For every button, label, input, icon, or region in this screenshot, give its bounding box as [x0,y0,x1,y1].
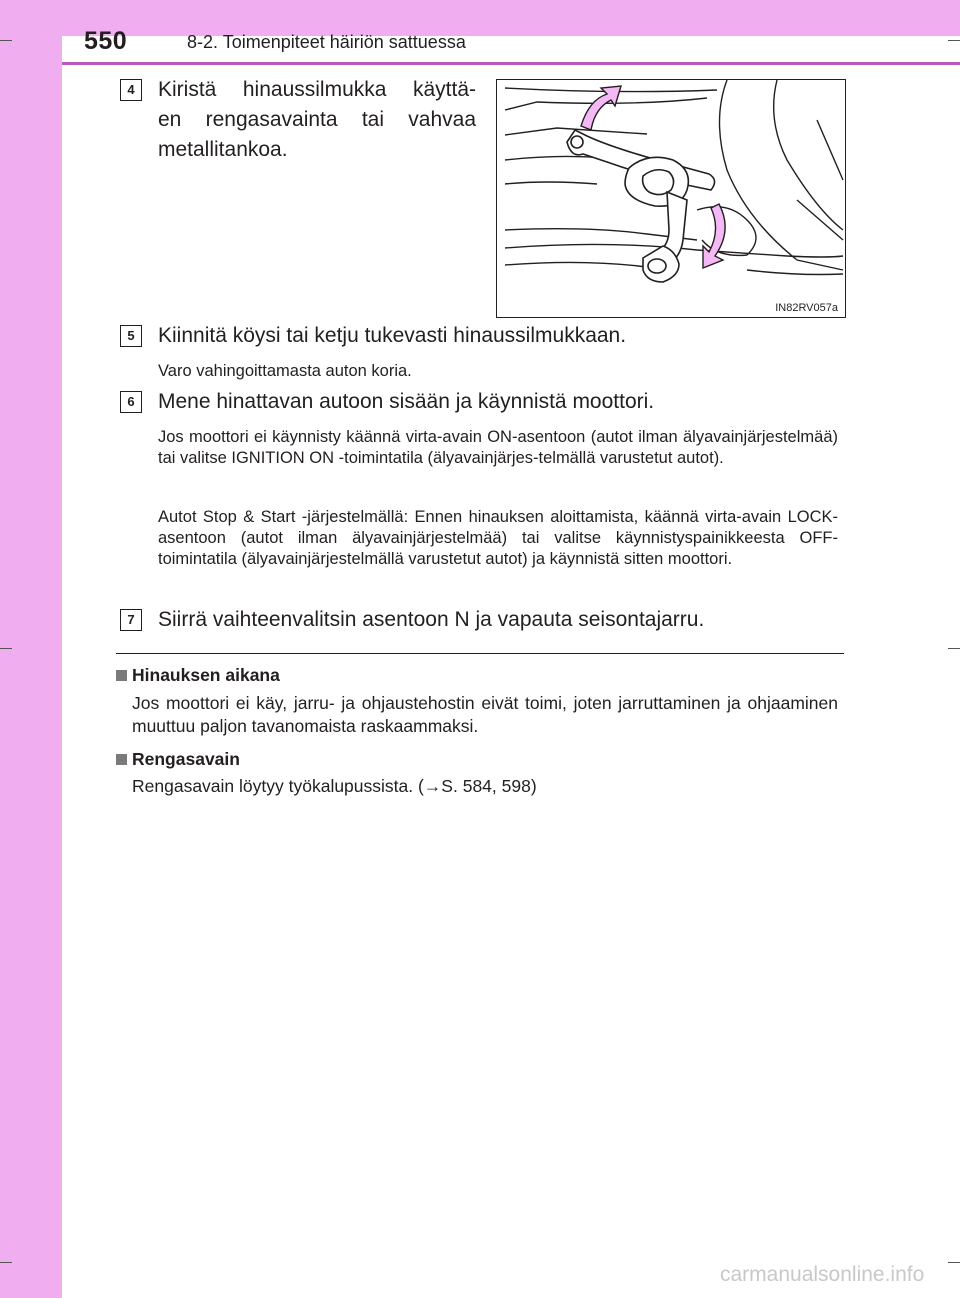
tow-eyelet-illustration [496,79,846,318]
crop-mark [948,40,960,41]
header-rule [62,62,960,65]
header-band [62,0,960,36]
step-6-note: Autot Stop & Start -järjestelmällä: Ennen hinauksen aloittamista, käännä virta-avain LOCK-asentoon (autot ilman älyavainjärjestelmää) tai valitse käynnistyspainikkeesta OFF-toimintatila (älyavainjärjestelmällä varustetut autot) ja käynnistä sitten moottori. [158,508,838,568]
crop-mark [0,1262,12,1263]
step-6-note: Jos moottori ei käynnisty käännä virta-avain ON-asentoon (autot ilman älyavainjärjestelmää) tai valitse IGNITION ON -toimintatila (älyavainjärjes-telmällä varustetut autot). [158,428,838,467]
step-number: 5 [120,325,142,347]
square-bullet-icon [116,754,127,765]
figure-code: IN82RV057a [775,302,838,314]
info-heading: Hinauksen aikana [132,665,280,685]
step-7-text: Siirrä vaihteenvalitsin asentoon N ja vapauta seisontajarru. [158,608,705,631]
step-5-text: Kiinnitä köysi tai ketju tukevasti hinaussilmukkaan. [158,324,627,347]
step-4-text: Kiristä hinaussilmukka käyttä- en rengasavainta tai vahvaa metallitankoa. [158,78,476,161]
wrench-on-eyelet-drawing [497,80,845,317]
step-number: 6 [120,391,142,413]
square-bullet-icon [116,670,127,681]
crop-mark [0,40,12,41]
step-5-note: Varo vahingoittamasta auton koria. [158,362,412,380]
info-text: Jos moottori ei käy, jarru- ja ohjaustehostin eivät toimi, joten jarruttaminen ja ohjaaminen muuttuu paljon tavanomaista raskaammaksi. [132,693,838,736]
page-number: 550 [84,27,128,55]
step-number: 4 [120,79,142,101]
step-6-text: Mene hinattavan autoon sisään ja käynnistä moottori. [158,390,655,413]
watermark: carmanualsonline.info [720,1263,925,1286]
info-heading: Rengasavain [132,749,240,769]
crop-mark [0,648,12,649]
info-text: Rengasavain löytyy työkalupussista. (→S. 584, 598) [132,776,537,796]
crop-mark [948,1262,960,1263]
section-divider [116,653,844,654]
section-title: 8-2. Toimenpiteet häiriön sattuessa [187,32,466,52]
side-color-band [0,0,62,1298]
step-number: 7 [120,609,142,631]
crop-mark [948,648,960,649]
